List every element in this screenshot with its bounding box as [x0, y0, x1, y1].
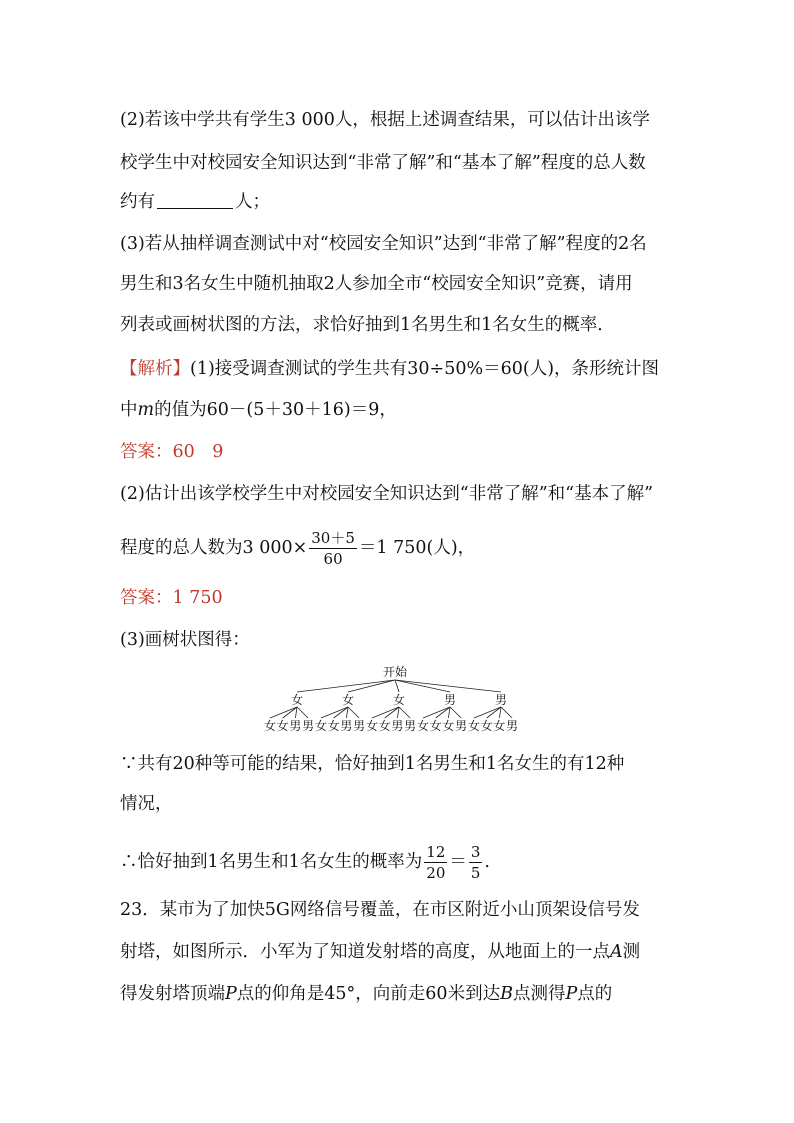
q23-line-3-pre: 得发射塔顶端 — [120, 984, 225, 1004]
tree-level1-label: 男 — [495, 693, 508, 707]
q3-line-2: 男生和3名女生中随机抽取2人参加全市“校园安全知识”竞赛，请用 — [120, 274, 633, 294]
q23-line-1: 23．某市为了加快5G网络信号覆盖，在市区附近小山顶架设信号发 — [120, 900, 640, 920]
tree-level1-label: 女 — [342, 693, 355, 707]
tree-diagram — [262, 660, 532, 740]
tree-leaf-label: 女 — [276, 719, 289, 733]
variable-m: m — [137, 400, 155, 420]
fraction-12-over-20 — [424, 842, 447, 883]
tree-branch-line — [297, 680, 395, 692]
q2-line-3 — [120, 190, 270, 214]
tree-leaf-label: 女 — [263, 719, 277, 733]
conclusion-line-2: 情况， — [120, 794, 173, 814]
equals-sign: ＝ — [449, 852, 467, 872]
solution-step-1-post: 的值为60－(5＋30＋16)＝9， — [154, 400, 397, 420]
tree-leaf-label: 女 — [493, 719, 506, 733]
q23-line-3-mid2: 点测得 — [512, 984, 566, 1004]
tree-leaf-branch-line — [397, 707, 399, 718]
conclusion-line-3 — [120, 842, 490, 883]
tree-leaf-branch-line — [487, 707, 501, 718]
tree-root-label: 开始 — [382, 665, 408, 679]
tree-leaf-label: 女 — [429, 719, 442, 733]
period: . — [484, 852, 490, 872]
tree-leaf-label: 女 — [378, 719, 391, 733]
tree-leaf-branch-line — [501, 707, 512, 718]
fraction-3-over-5 — [469, 842, 483, 883]
tree-leaf-branch-line — [436, 707, 450, 718]
solution-line-2 — [120, 398, 397, 422]
tree-leaf-branch-line — [321, 707, 348, 718]
fraction-35-over-60 — [309, 528, 357, 569]
fraction-denominator: 60 — [323, 550, 343, 568]
tree-leaf-label: 男 — [404, 719, 417, 733]
solution-step-2-pre: 程度的总人数为3 000× — [120, 538, 308, 558]
q2-line-3-text: 约有 — [120, 192, 155, 212]
tree-leaf-branch-line — [385, 707, 399, 718]
tree-branch-line — [395, 680, 450, 692]
tree-branch-line — [395, 680, 501, 692]
q3-line-3: 列表或画树状图的方法，求恰好抽到1名男生和1名女生的概率． — [120, 315, 615, 335]
tree-level1-label: 女 — [291, 693, 304, 707]
tree-leaf-label: 女 — [467, 719, 481, 733]
tree-leaf-branch-line — [334, 707, 348, 718]
tree-leaf-label: 男 — [455, 719, 468, 733]
tree-leaf-label: 男 — [340, 719, 353, 733]
tree-leaf-branch-line — [399, 707, 410, 718]
q2-line-1: (2)若该中学共有学生3 000人，根据上述调查结果，可以估计出该学 — [120, 110, 650, 130]
q2-line-3-suffix: 人； — [235, 192, 270, 212]
q23-line-2-post: 测 — [622, 942, 641, 962]
tree-leaf-branch-line — [283, 707, 297, 718]
tree-leaf-label: 女 — [314, 719, 328, 733]
q23-line-3-post: 点的 — [577, 984, 613, 1004]
solution-step-3: (3)画树状图得： — [120, 630, 250, 650]
variable-p: P — [225, 984, 237, 1004]
conclusion-line-1: ∵共有20种等可能的结果，恰好抽到1名男生和1名女生的有12种 — [120, 754, 625, 774]
tree-leaf-branch-line — [474, 707, 501, 718]
tree-branch-line — [348, 680, 395, 692]
q3-line-1: (3)若从抽样调查测试中对“校园安全知识”达到“非常了解”程度的2名 — [120, 234, 647, 254]
tree-leaf-branch-line — [372, 707, 399, 718]
tree-leaf-label: 女 — [442, 719, 455, 733]
tree-leaf-branch-line — [346, 707, 348, 718]
tree-leaf-branch-line — [450, 707, 461, 718]
tree-branch-line — [395, 680, 399, 692]
fraction-numerator: 30＋5 — [311, 529, 355, 547]
tree-leaf-label: 女 — [416, 719, 430, 733]
solution-line-1 — [120, 357, 659, 381]
solution-tag: 【解析】 — [120, 359, 190, 379]
tree-level1-label: 女 — [393, 693, 406, 707]
answer-2: 答案：1 750 — [120, 588, 223, 608]
tree-leaf-label: 男 — [353, 719, 366, 733]
tree-leaf-branch-line — [499, 707, 501, 718]
tree-leaf-branch-line — [297, 707, 308, 718]
tree-level1-label: 男 — [444, 693, 457, 707]
q23-line-2-pre: 射塔，如图所示．小军为了知道发射塔的高度，从地面上的一点 — [120, 942, 610, 962]
q23-line-2 — [120, 940, 640, 964]
tree-leaf-label: 男 — [391, 719, 404, 733]
fraction-numerator: 3 — [470, 843, 481, 861]
fraction-numerator: 12 — [426, 843, 446, 861]
tree-leaf-branch-line — [348, 707, 359, 718]
tree-leaf-label: 男 — [302, 719, 315, 733]
solution-step-2-line-1: (2)估计出该学校学生中对校园安全知识达到“非常了解”和“基本了解” — [120, 484, 654, 504]
fraction-denominator: 5 — [470, 864, 481, 882]
conclusion-text: ∴恰好抽到1名男生和1名女生的概率为 — [120, 852, 423, 872]
tree-leaf-label: 男 — [289, 719, 302, 733]
tree-leaf-label: 女 — [365, 719, 379, 733]
q23-line-3 — [120, 982, 612, 1006]
fraction-denominator: 20 — [426, 864, 446, 882]
tree-leaf-label: 女 — [327, 719, 340, 733]
solution-step-1-pre: 中 — [120, 400, 138, 420]
q2-line-2: 校学生中对校园安全知识达到“非常了解”和“基本了解”程度的总人数 — [120, 153, 646, 173]
variable-p: P — [565, 984, 578, 1004]
variable-a: A — [610, 942, 623, 962]
answer-blank — [157, 190, 233, 209]
tree-leaf-branch-line — [448, 707, 450, 718]
solution-step-1: (1)接受调查测试的学生共有30÷50%＝60(人)，条形统计图 — [190, 359, 660, 379]
variable-b: B — [500, 984, 513, 1004]
tree-leaf-branch-line — [423, 707, 450, 718]
tree-leaf-label: 男 — [506, 719, 519, 733]
answer-1: 答案：60 9 — [120, 442, 224, 462]
tree-leaf-branch-line — [295, 707, 297, 718]
solution-step-2-post: ＝1 750(人)， — [358, 538, 476, 558]
solution-step-2-line-2 — [120, 528, 475, 569]
tree-leaf-branch-line — [270, 707, 297, 718]
q23-line-3-mid: 点的仰角是45°，向前走60米到达 — [236, 984, 501, 1004]
tree-leaf-label: 女 — [480, 719, 493, 733]
